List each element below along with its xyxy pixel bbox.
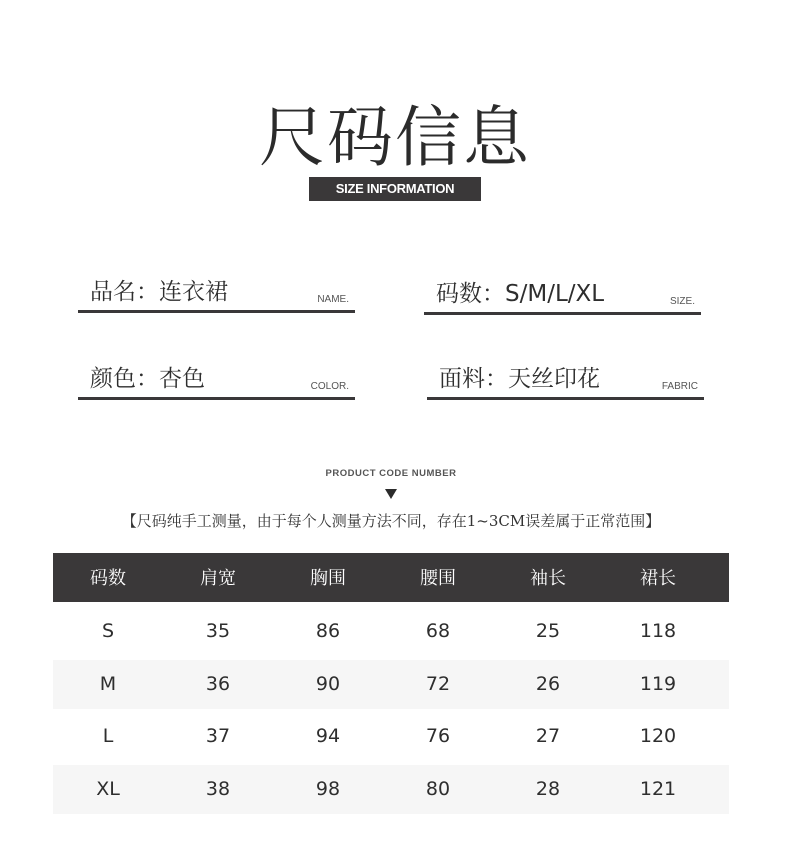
field-name-en: NAME. [317,294,349,305]
table-cell: 28 [535,778,561,800]
table-cell: 90 [315,673,341,695]
table-row [53,607,729,656]
table-cell: 76 [425,725,451,747]
table-cell: 27 [535,725,561,747]
field-size [424,268,701,315]
table-cell: 37 [205,725,231,747]
table-cell: 26 [535,673,561,695]
table-cell: 94 [315,725,341,747]
table-cell: 38 [205,778,231,800]
measurement-note: 【尺码纯手工测量，由于每个人测量方法不同，存在1~3CM误差属于正常范围】 [121,512,661,530]
table-cell: 120 [639,725,677,747]
table-cell: 35 [205,620,231,642]
table-cell: L [102,725,114,747]
field-fabric-label: 面料：天丝印花 [439,366,600,392]
field-color [78,353,355,400]
table-cell: 72 [425,673,451,695]
table-cell: 119 [639,673,677,695]
arrow-down-icon [385,489,397,499]
table-cell: XL [96,778,120,800]
field-size-en: SIZE. [669,296,695,307]
size-information-badge: SIZE INFORMATION [309,177,481,201]
field-name-label: 品名：连衣裙 [90,279,228,305]
table-cell: 98 [315,778,341,800]
table-cell: 86 [315,620,341,642]
table-cell: 80 [425,778,451,800]
table-cell: S [101,620,115,642]
table-header [53,553,729,602]
table-cell: 36 [205,673,231,695]
header-cell: 袖长 [530,568,566,589]
header-cell: 裙长 [640,568,676,589]
field-color-en: COLOR. [310,381,349,392]
header-cell: 腰围 [420,568,456,589]
header-cell: 码数 [90,568,126,589]
table-row [53,712,729,761]
field-name [78,266,355,313]
header-cell: 胸围 [310,568,346,589]
table-cell: 25 [535,620,561,642]
size-table [53,553,729,800]
field-color-label: 颜色：杏色 [90,366,205,392]
table-row [53,765,729,814]
field-fabric-en: FABRIC [661,381,698,392]
header-cell: 肩宽 [200,568,236,589]
table-cell: M [99,673,117,695]
table-cell: 68 [425,620,451,642]
table-cell: 118 [639,620,677,642]
table-cell: 121 [639,778,677,800]
page-title: 尺码信息 [259,99,531,176]
field-fabric [427,353,704,400]
product-code-heading: PRODUCT CODE NUMBER [325,468,457,479]
field-size-label: 码数：S/M/L/XL [436,281,605,307]
table-row [53,660,729,709]
